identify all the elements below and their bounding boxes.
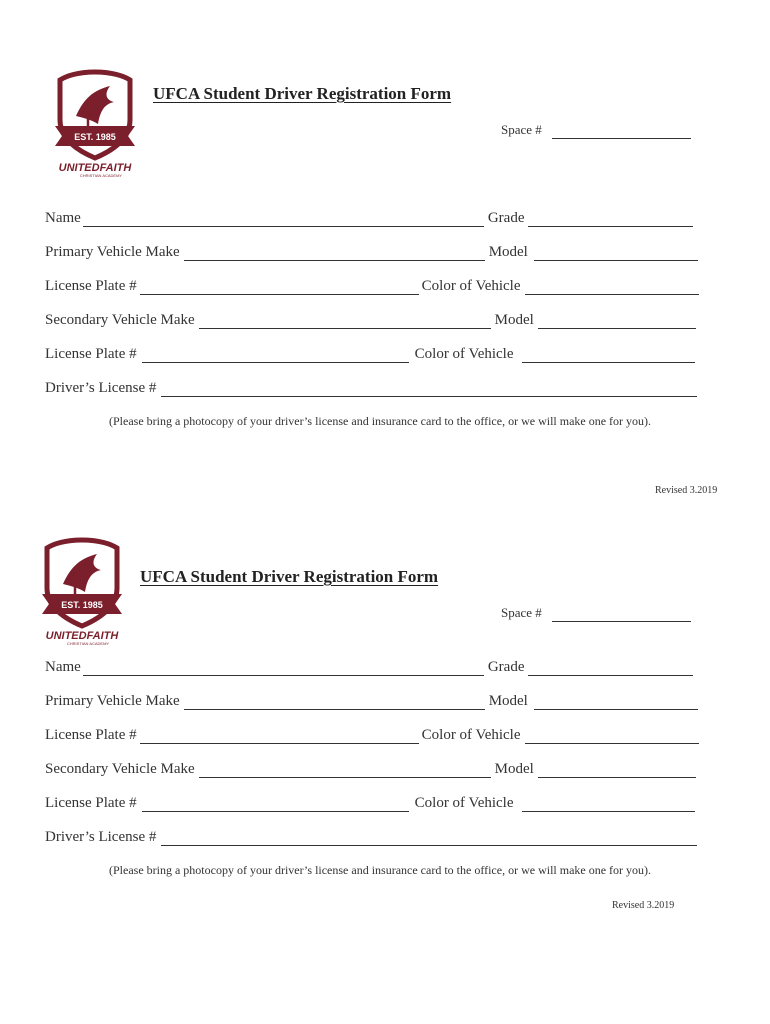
- photocopy-note: (Please bring a photocopy of your driver’s license and insurance card to the office, or we will make one for you).: [109, 414, 652, 428]
- logo-sub-text: CHRISTIAN ACADEMY: [79, 173, 123, 178]
- color2-label: Color of Vehicle: [414, 795, 514, 811]
- model2-input[interactable]: [538, 314, 696, 329]
- license-plate-input[interactable]: [140, 280, 419, 295]
- shield-crest-icon: [54, 68, 136, 178]
- name-label: Name: [45, 659, 81, 675]
- color-label: Color of Vehicle: [421, 727, 521, 743]
- color-input[interactable]: [525, 729, 699, 744]
- secondary-make-input[interactable]: [199, 763, 491, 778]
- primary-make-input[interactable]: [184, 695, 485, 710]
- space-label: Space #: [501, 122, 542, 137]
- form-title: UFCA Student Driver Registration Form: [140, 567, 439, 586]
- color2-label: Color of Vehicle: [414, 346, 514, 362]
- secondary-make-input[interactable]: [199, 314, 491, 329]
- license-plate2-input[interactable]: [142, 797, 409, 812]
- color-label: Color of Vehicle: [421, 278, 521, 294]
- model-input[interactable]: [534, 695, 698, 710]
- model2-input[interactable]: [538, 763, 696, 778]
- photocopy-note: (Please bring a photocopy of your driver’s license and insurance card to the office, or we will make one for you).: [109, 863, 652, 877]
- color2-input[interactable]: [522, 348, 695, 363]
- grade-input[interactable]: [528, 212, 693, 227]
- space-input[interactable]: [552, 607, 691, 622]
- grade-input[interactable]: [528, 661, 693, 676]
- logo-sub-text: CHRISTIAN ACADEMY: [66, 641, 110, 646]
- color-input[interactable]: [525, 280, 699, 295]
- license-plate2-label: License Plate #: [45, 795, 137, 811]
- drivers-license-label: Driver’s License #: [45, 829, 157, 845]
- license-plate-input[interactable]: [140, 729, 419, 744]
- grade-label: Grade: [487, 210, 525, 226]
- form-title: UFCA Student Driver Registration Form: [153, 84, 452, 103]
- primary-make-label: Primary Vehicle Make: [45, 693, 180, 709]
- school-logo: [54, 68, 136, 178]
- logo-est-text: EST. 1985: [74, 132, 116, 142]
- color2-input[interactable]: [522, 797, 695, 812]
- license-plate-label: License Plate #: [45, 278, 137, 294]
- model2-label: Model: [494, 312, 534, 328]
- name-input[interactable]: [83, 661, 484, 676]
- logo-name-text: UNITEDFAITH: [45, 630, 119, 642]
- drivers-license-input[interactable]: [161, 831, 697, 846]
- license-plate-label: License Plate #: [45, 727, 137, 743]
- primary-make-input[interactable]: [184, 246, 485, 261]
- logo-est-text: EST. 1985: [61, 600, 103, 610]
- shield-crest-icon: [41, 536, 123, 646]
- license-plate2-input[interactable]: [142, 348, 409, 363]
- space-input[interactable]: [552, 124, 691, 139]
- name-input[interactable]: [83, 212, 484, 227]
- model-input[interactable]: [534, 246, 698, 261]
- secondary-make-label: Secondary Vehicle Make: [45, 312, 195, 328]
- revised-date: Revised 3.2019: [655, 485, 718, 496]
- license-plate2-label: License Plate #: [45, 346, 137, 362]
- primary-make-label: Primary Vehicle Make: [45, 244, 180, 260]
- school-logo: [41, 536, 123, 646]
- drivers-license-input[interactable]: [161, 382, 697, 397]
- model2-label: Model: [494, 761, 534, 777]
- drivers-license-label: Driver’s License #: [45, 380, 157, 396]
- model-label: Model: [488, 693, 528, 709]
- space-label: Space #: [501, 605, 542, 620]
- model-label: Model: [488, 244, 528, 260]
- logo-name-text: UNITEDFAITH: [58, 162, 132, 174]
- name-label: Name: [45, 210, 81, 226]
- revised-date: Revised 3.2019: [612, 900, 675, 911]
- grade-label: Grade: [487, 659, 525, 675]
- secondary-make-label: Secondary Vehicle Make: [45, 761, 195, 777]
